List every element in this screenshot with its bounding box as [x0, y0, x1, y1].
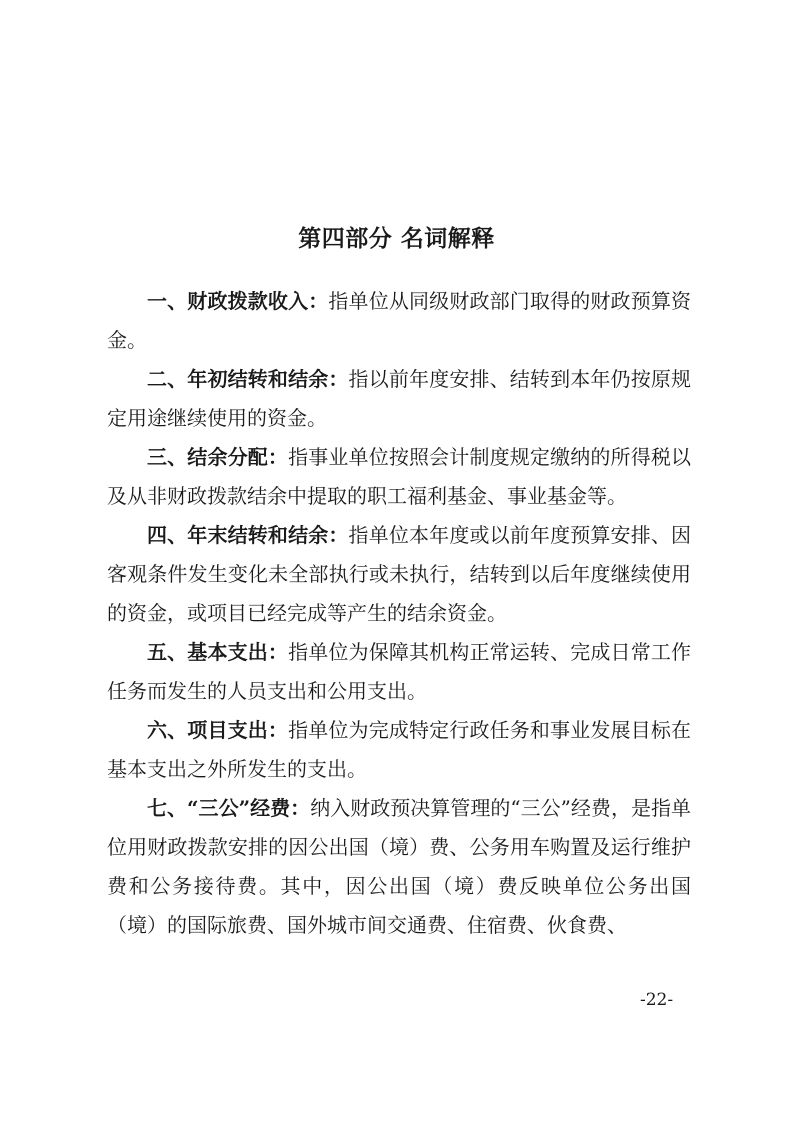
glossary-entry-3 [107, 438, 691, 516]
term-definition: 指事业单位按照会计制度规定缴纳的所得税以及从非财政拨款结余中提取的职工福利基金、事业基金等。 [107, 445, 692, 508]
term-definition: 指以前年度安排、结转到本年仍按原规定用途继续使用的资金。 [107, 367, 692, 430]
term-label: 二、年初结转和结余： [147, 367, 349, 391]
term-label: 六、项目支出： [147, 718, 289, 742]
term-definition: 纳入财政预决算管理的“三公”经费，是指单位用财政拨款安排的因公出国（境）费、公务用车购置及运行维护费和公务接待费。其中，因公出国（境）费反映单位公务出国（境）的国际旅费、国外城市间交通费、住宿费、伙食费、 [107, 796, 691, 937]
glossary-entry-6 [107, 711, 691, 789]
glossary-entry-7 [107, 789, 691, 945]
page-number: -22- [640, 990, 674, 1010]
term-label: 五、基本支出： [147, 640, 289, 664]
glossary-entry-4 [107, 516, 691, 633]
glossary-entry-2 [107, 360, 691, 438]
page-title: 第四部分 名词解释 [298, 225, 495, 252]
term-definition: 指单位为完成特定行政任务和事业发展目标在基本支出之外所发生的支出。 [107, 718, 692, 781]
glossary-entry-1 [107, 282, 691, 360]
term-label: 七、“三公”经费： [147, 796, 311, 820]
term-definition: 指单位为保障其机构正常运转、完成日常工作任务而发生的人员支出和公用支出。 [107, 640, 692, 703]
term-definition: 指单位本年度或以前年度预算安排、因客观条件发生变化未全部执行或未执行，结转到以后年度继续使用的资金，或项目已经完成等产生的结余资金。 [107, 523, 692, 625]
glossary-body [107, 282, 691, 945]
term-label: 一、财政拨款收入： [147, 289, 329, 313]
glossary-entry-5 [107, 633, 691, 711]
term-definition: 指单位从同级财政部门取得的财政预算资金。 [107, 289, 692, 352]
term-label: 三、结余分配： [147, 445, 289, 469]
term-label: 四、年末结转和结余： [147, 523, 349, 547]
